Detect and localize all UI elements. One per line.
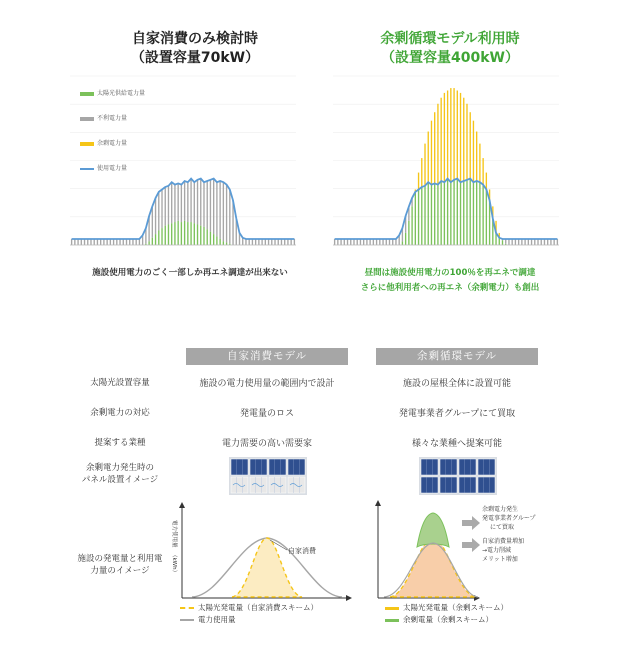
bar-unused (161, 189, 162, 228)
row-label-industry: 提案する業種 (94, 438, 146, 448)
y-axis-label-line1: 電力使用量 (171, 520, 177, 548)
bar-surplus (421, 158, 422, 187)
panel-cell (250, 459, 267, 475)
bar-unused (152, 206, 153, 237)
bar-self-supply (447, 179, 448, 245)
header-surplus-model: 余剰循環モデル (376, 348, 538, 365)
legend-item-solar: 太陽光供給電力量 (80, 88, 145, 113)
bar-self-supply (405, 233, 406, 245)
cell-handling-surplus: 発電事業者グループにて買取 (398, 409, 516, 419)
panel-cell (269, 477, 286, 493)
bar-self-supply (418, 189, 419, 245)
legend-swatch-solar-dashed (180, 607, 194, 609)
cell-capacity-self: 施設の電力使用量の範囲内で設計 (199, 379, 335, 389)
bar-surplus (437, 104, 438, 185)
panel-cell (459, 459, 476, 475)
cell-handling-self: 発電量のロス (239, 409, 294, 419)
row-label-capacity: 太陽光設置容量 (90, 378, 150, 388)
bar-surplus (431, 121, 432, 185)
bar-self-supply (431, 185, 432, 245)
bar-self-supply (190, 222, 191, 245)
bar-self-supply (152, 238, 153, 245)
bar-self-supply (437, 185, 438, 245)
bar-self-supply (473, 182, 474, 245)
bar-surplus (428, 132, 429, 183)
bar-self-supply (177, 221, 178, 245)
panel-cell (231, 477, 248, 493)
bar-self-supply (486, 189, 487, 245)
legend-swatch-unused (80, 117, 94, 121)
bar-unused (207, 181, 208, 229)
bar-self-supply (402, 241, 403, 245)
right-title-line1: 余剰循環モデル利用時 (380, 31, 520, 47)
bar-self-supply (479, 182, 480, 245)
bar-self-supply (457, 179, 458, 245)
y-axis-label-line2: （kWh） (171, 552, 177, 576)
legend-swatch-usage (80, 168, 94, 170)
bar-surplus (476, 132, 477, 181)
bar-self-supply (444, 182, 445, 245)
bar-self-supply (158, 231, 159, 245)
bar-self-supply (181, 222, 182, 245)
y-axis-arrow (375, 500, 381, 506)
bar-self-supply (194, 223, 195, 245)
right-caption-line1: 昼間は施設使用電力の100％を再エネで調達 (364, 268, 536, 278)
right-caption-line2: さらに他利用者への再エネ（余剰電力）も創出 (360, 283, 540, 293)
top-legend (80, 88, 145, 188)
panel-cell (269, 459, 286, 475)
panel-cell (440, 477, 457, 493)
bar-surplus (479, 144, 480, 183)
bar-unused (155, 198, 156, 234)
bar-surplus (447, 90, 448, 178)
cell-industry-surplus: 様々な業種へ提案可能 (411, 439, 502, 449)
bar-self-supply (184, 221, 185, 245)
right-chart-title (335, 30, 565, 68)
legend-swatch-surplus (80, 142, 94, 146)
bar-unused (229, 189, 230, 243)
bar-unused (158, 192, 159, 231)
row-label-surplus-handling: 余剰電力の対応 (90, 408, 150, 418)
right-title-line2: （設置容量400kW） (381, 50, 519, 66)
bar-surplus (450, 88, 451, 182)
bar-self-supply (428, 182, 429, 245)
bar-surplus (444, 93, 445, 182)
legend-solar-surplus: 太陽光発電量（余剰スキーム） (385, 602, 508, 614)
legend-usage: 電力使用量 (180, 614, 318, 626)
bar-surplus (466, 104, 467, 180)
bar-self-supply (216, 237, 217, 245)
surplus-area (417, 513, 449, 547)
panel-cell (478, 477, 495, 493)
cell-capacity-surplus: 施設の屋根全体に設置可能 (402, 379, 511, 389)
bar-self-supply (450, 182, 451, 245)
legend-swatch-solar-surplus (385, 607, 399, 610)
x-axis-arrow (346, 595, 352, 601)
bar-self-supply (463, 181, 464, 245)
bar-surplus (434, 112, 435, 183)
bar-self-supply (476, 181, 477, 245)
bar-surplus (473, 121, 474, 183)
bar-self-supply (223, 241, 224, 245)
bar-unused (177, 183, 178, 220)
panel-cell (421, 477, 438, 493)
bar-unused (197, 180, 198, 225)
panel-cell (250, 477, 267, 493)
bar-self-supply (197, 224, 198, 245)
header-self-consumption-model: 自家消費モデル (186, 348, 348, 365)
bar-surplus (440, 98, 441, 181)
arrow-self-increase-icon (462, 538, 480, 552)
bar-self-supply (174, 222, 175, 245)
bar-self-supply (187, 222, 188, 245)
legend-swatch-surplus-green (385, 619, 399, 622)
panel-cell (459, 477, 476, 493)
legend-item-unused: 不利電力量 (80, 113, 145, 138)
bottom-right-legend (385, 602, 508, 626)
bar-self-supply (470, 179, 471, 245)
bar-unused (216, 182, 217, 236)
annotation-self-consumption: 自家消費 (288, 547, 316, 555)
bar-surplus (418, 173, 419, 190)
bar-self-supply (148, 241, 149, 245)
row-label-generation-image: 施設の発電量と利用電 力量のイメージ (77, 554, 163, 576)
legend-swatch-solar (80, 92, 94, 96)
legend-surplus-green: 余剰電量（余剰スキーム） (385, 614, 508, 626)
bar-self-supply (421, 187, 422, 245)
bar-unused (174, 185, 175, 222)
solar-panel-partial-icon (229, 457, 307, 495)
bar-unused (200, 179, 201, 226)
left-title-line1: 自家消費のみ検討時 (132, 31, 258, 47)
panel-cell (288, 477, 305, 493)
bar-surplus (486, 173, 487, 190)
panel-cell (440, 459, 457, 475)
panel-cell (421, 459, 438, 475)
right-bar-chart (333, 72, 565, 252)
bar-self-supply (424, 186, 425, 245)
bar-surplus (460, 93, 461, 182)
bar-self-supply (502, 240, 503, 245)
bar-unused (226, 185, 227, 243)
bar-unused (184, 181, 185, 221)
bar-surplus (482, 158, 483, 185)
row-label-panel-image: 余剰電力発生時の パネル設置イメージ (81, 463, 159, 485)
bar-unused (187, 182, 188, 222)
bar-unused (213, 179, 214, 235)
annotation-arrows (460, 505, 482, 565)
bar-unused (181, 185, 182, 222)
legend-item-usage: 使用電力量 (80, 163, 145, 188)
bar-self-supply (155, 234, 156, 245)
bar-self-supply (219, 239, 220, 245)
panel-cell (288, 459, 305, 475)
bar-surplus (457, 90, 458, 178)
bar-self-supply (453, 180, 454, 245)
bar-surplus (470, 112, 471, 178)
bar-unused (171, 182, 172, 223)
right-caption (320, 266, 580, 296)
bar-surplus (453, 88, 454, 180)
bar-unused (165, 187, 166, 226)
left-caption: 施設使用電力のごく一部しか再エネ調達が出来ない (92, 268, 288, 278)
bar-surplus (424, 144, 425, 186)
bar-self-supply (200, 226, 201, 245)
annotation-self-increase: 自家消費量増加 →電力削減 メリット増加 (482, 538, 525, 563)
bar-self-supply (411, 206, 412, 245)
bar-unused (168, 186, 169, 225)
legend-item-surplus: 余剰電力量 (80, 138, 145, 163)
bar-self-supply (408, 221, 409, 245)
bar-self-supply (168, 224, 169, 245)
legend-solar-self: 太陽光発電量（自家消費スキーム） (180, 602, 318, 614)
bar-self-supply (171, 223, 172, 245)
annotation-surplus: 余剰電力発生 発電事業者グループ にて買取 (482, 506, 536, 531)
bottom-left-legend (180, 602, 318, 626)
solar-panel-full-icon (419, 457, 497, 495)
cell-industry-self: 電力需要の高い需要家 (221, 439, 312, 449)
bar-self-supply (207, 229, 208, 245)
bar-self-supply (466, 180, 467, 245)
bar-self-supply (165, 226, 166, 245)
usage-line (335, 179, 558, 239)
bar-self-supply (460, 182, 461, 245)
bar-unused (194, 182, 195, 223)
bar-self-supply (440, 181, 441, 245)
legend-swatch-usage-line (180, 619, 194, 621)
bar-self-supply (213, 234, 214, 245)
bar-unused (223, 182, 224, 241)
bar-unused (190, 179, 191, 222)
arrow-surplus-icon (462, 516, 480, 530)
bar-surplus (463, 98, 464, 181)
bar-self-supply (203, 227, 204, 245)
bar-unused (203, 182, 204, 227)
bar-self-supply (415, 192, 416, 245)
bar-self-supply (434, 183, 435, 245)
bar-unused (219, 181, 220, 239)
bar-self-supply (482, 185, 483, 245)
bar-self-supply (210, 232, 211, 245)
panel-cell (231, 459, 248, 475)
left-title-line2: （設置容量70kW） (130, 50, 260, 66)
bar-self-supply (161, 228, 162, 245)
y-axis-arrow (179, 502, 185, 508)
bar-unused (210, 180, 211, 232)
left-chart-title (95, 30, 295, 68)
panel-cell (478, 459, 495, 475)
